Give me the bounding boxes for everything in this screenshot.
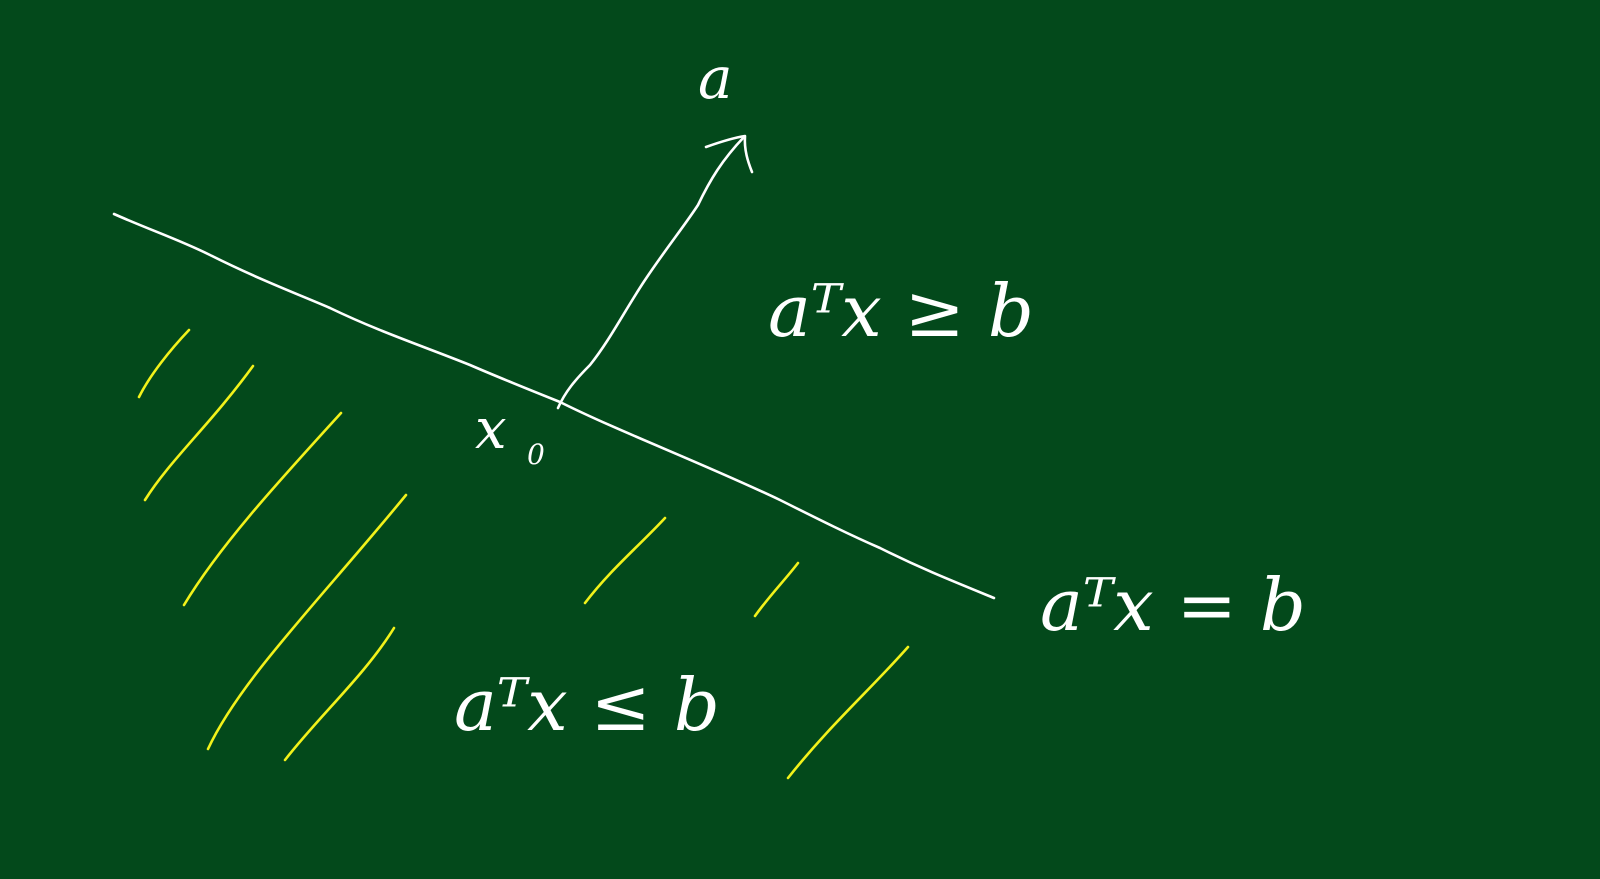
lower-halfspace-label: aᵀx ≤ b [454, 663, 720, 747]
hatch-mark [145, 366, 253, 500]
point-label: x [475, 397, 507, 462]
normal-vector-shaft [558, 137, 744, 408]
hatch-mark [184, 413, 341, 605]
hyperplane-label: aᵀx = b [1040, 563, 1306, 647]
upper-halfspace-label: aᵀx ≥ b [768, 269, 1034, 353]
hatch-mark [788, 647, 908, 778]
hatch-mark [208, 495, 406, 749]
point-subscript: 0 [527, 438, 545, 471]
hatch-mark [139, 330, 189, 397]
hatch-mark [755, 563, 798, 616]
hatch-mark [585, 518, 665, 603]
normal-vector-label: a [698, 44, 733, 112]
hatch-mark [285, 628, 394, 760]
